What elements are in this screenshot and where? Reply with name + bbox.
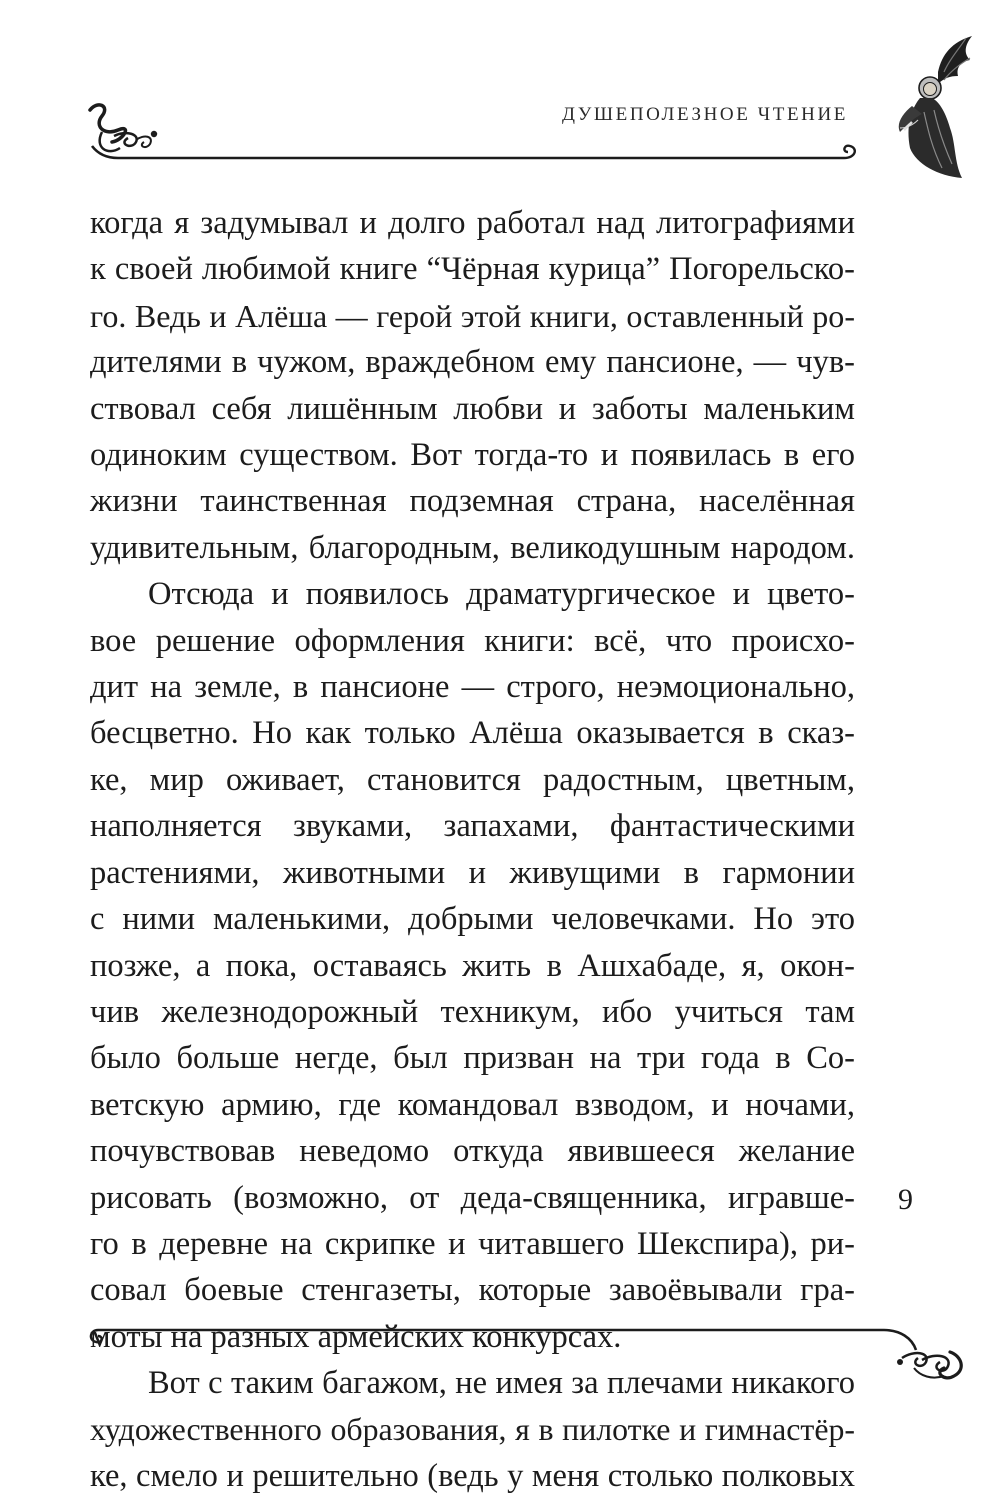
text-line: Отсюда и появилось драматургическое и цвето- [148,576,855,613]
text-line: дителями в чужом, враждебном ему пансионе, — чув- [90,344,855,381]
text-line: растениями, животными и живущими в гармонии [90,854,855,891]
angel-icon [880,32,990,182]
text-line: чив железнодорожный техникум, ибо учиться там [90,993,855,1030]
text-line: ствовал себя лишённым любви и заботы маленьким [90,390,855,427]
text-line: позже, а пока, оставаясь жить в Ашхабаде, я, окон- [90,947,855,984]
text-line: моты на разных армейских конкурсах. [90,1318,622,1355]
text-line: к своей любимой книге “Чёрная курица” Погорельско- [90,251,855,288]
footer-flourish-icon [84,1316,974,1392]
text-line: когда я задумывал и долго работал над литографиями [90,205,855,241]
running-header-title: ДУШЕПОЛЕЗНОЕ ЧТЕНИЕ [562,104,848,125]
text-line: совал боевые стенгазеты, которые завоёвывали гра- [90,1272,855,1309]
text-line: почувствовав неведомо откуда явившееся желание [90,1133,855,1170]
text-line: вое решение оформления книги: всё, что происхо- [90,622,855,659]
text-line: с ними маленькими, добрыми человечками. Но это [90,901,855,938]
paragraph-1 [90,200,855,571]
page-number: 9 [898,1183,913,1216]
text-line: ке, смело и решительно (ведь у меня столько полковых [90,1457,855,1494]
text-line: наполняется звуками, запахами, фантастическими [90,808,855,845]
text-line: жизни таинственная подземная страна, населённая [90,483,855,520]
text-line: художественного образования, я в пилотке и гимнастёр- [90,1411,855,1447]
text-line: ветскую армию, где командовал взводом, и ночами, [90,1086,855,1123]
text-line: одиноким существом. Вот тогда-то и появилась в его [90,437,855,474]
paragraph-2 [90,571,855,1360]
text-line: бесцветно. Но как только Алёша оказывается в сказ- [90,715,855,752]
main-text [90,200,855,1499]
text-line: дит на земле, в пансионе — строго, неэмоционально, [90,669,855,706]
text-line: го. Ведь и Алёша — герой этой книги, оставленный ро- [90,297,855,334]
text-line: было больше негде, был призван на три года в Со- [90,1040,855,1077]
text-line: Вот с таким багажом, не имея за плечами никакого [148,1365,855,1402]
text-line: го в деревне на скрипке и читавшего Шекспира), ри- [90,1225,855,1262]
text-line: удивительным, благородным, великодушным народом. [90,529,855,566]
text-line: рисовать (возможно, от деда-священника, игравше- [90,1179,855,1216]
text-line: ке, мир оживает, становится радостным, цветным, [90,761,855,798]
